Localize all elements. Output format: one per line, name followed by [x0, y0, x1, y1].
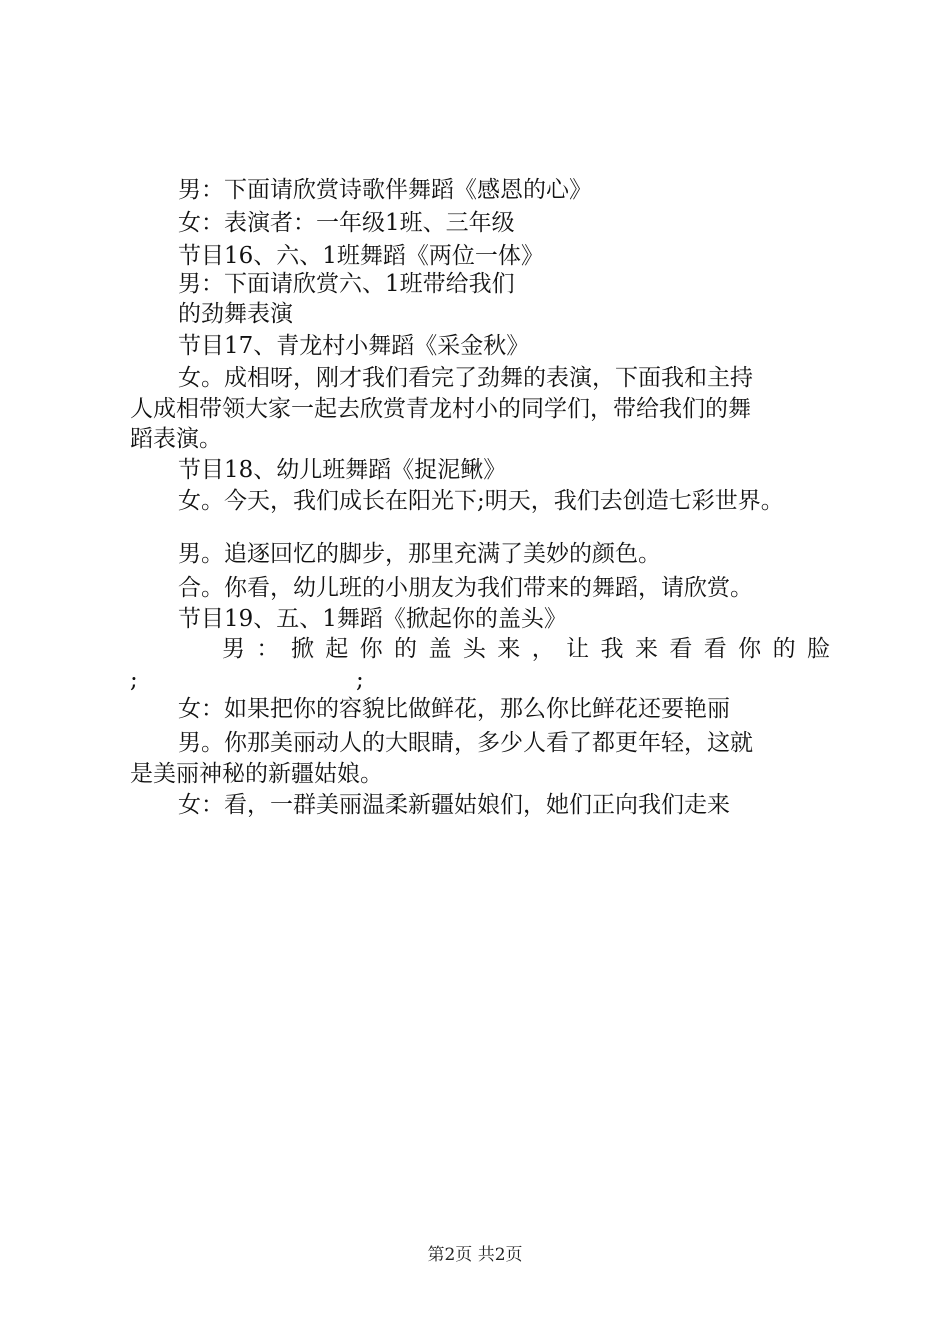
text-line-spread: 男：掀起你的盖头来，让我来看看你的脸: [222, 636, 830, 662]
text-line: 节目16、六、1班舞蹈《两位一体》: [178, 243, 544, 269]
text-line: 男。追逐回忆的脚步，那里充满了美妙的颜色。: [178, 541, 661, 567]
text-line: 女：如果把你的容貌比做鲜花，那么你比鲜花还要艳丽: [178, 696, 730, 722]
text-line: 人成相带领大家一起去欣赏青龙村小的同学们，带给我们的舞: [130, 396, 751, 422]
text-semicolon: ;: [130, 667, 138, 693]
text-semicolon: ;: [356, 667, 364, 693]
text-line: 是美丽神秘的新疆姑娘。: [130, 761, 383, 787]
text-line: 节目17、青龙村小舞蹈《采金秋》: [178, 333, 530, 359]
page-number-footer: 第2页 共2页: [427, 1245, 523, 1265]
text-line: 蹈表演。: [130, 426, 222, 452]
text-line: 男：下面请欣赏六、1班带给我们: [178, 271, 515, 297]
text-line: 节目19、五、1舞蹈《掀起你的盖头》: [178, 606, 567, 632]
text-line: 女：看，一群美丽温柔新疆姑娘们，她们正向我们走来: [178, 792, 730, 818]
text-line: 女。今天，我们成长在阳光下;明天，我们去创造七彩世界。: [178, 488, 784, 514]
text-line: 男：下面请欣赏诗歌伴舞蹈《感恩的心》: [178, 177, 592, 203]
text-line: 的劲舞表演: [178, 301, 293, 327]
text-line: 女：表演者：一年级1班、三年级: [178, 210, 515, 236]
text-line: 女。成相呀，刚才我们看完了劲舞的表演，下面我和主持: [178, 365, 753, 391]
text-line: 合。你看，幼儿班的小朋友为我们带来的舞蹈，请欣赏。: [178, 575, 753, 601]
text-line: 男。你那美丽动人的大眼睛，多少人看了都更年轻，这就: [178, 730, 753, 756]
text-line: 节目18、幼儿班舞蹈《捉泥鳅》: [178, 457, 507, 483]
